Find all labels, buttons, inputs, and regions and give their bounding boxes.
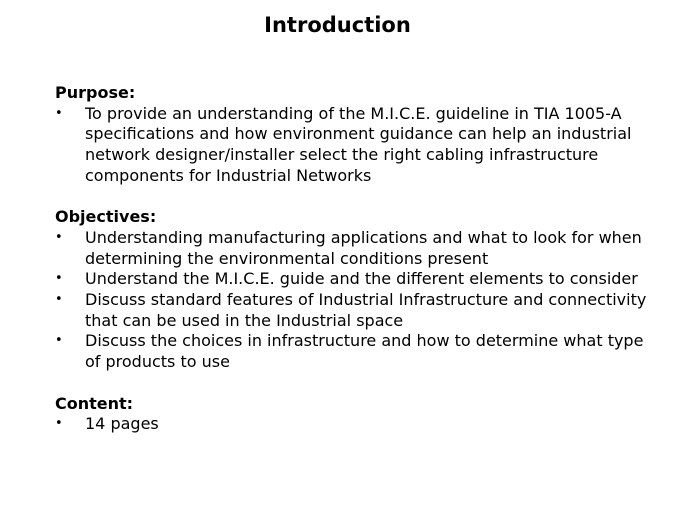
slide-title: Introduction xyxy=(264,13,411,37)
purpose-text: To provide an understanding of the M.I.C.E. guideline in TIA 1005-A specifications and how environment guidance can help an industrial network designer/installer select the right cabling infrastructure components for Industrial Networks xyxy=(85,103,632,185)
list-item xyxy=(55,104,655,187)
bullet-icon: • xyxy=(55,416,63,432)
list-item xyxy=(55,290,655,331)
section-spacer xyxy=(55,187,655,208)
list-item xyxy=(55,331,655,372)
content-list xyxy=(55,414,655,435)
section-spacer xyxy=(55,373,655,394)
objective-text: Discuss the choices in infrastructure and how to determine what type of products to use xyxy=(85,331,644,372)
content-text: 14 pages xyxy=(85,414,159,434)
purpose-heading: Purpose: xyxy=(55,83,136,102)
list-item xyxy=(55,269,655,290)
objective-text: Understand the M.I.C.E. guide and the different elements to consider xyxy=(85,269,638,289)
bullet-icon: • xyxy=(55,105,63,121)
purpose-list xyxy=(55,104,655,187)
bullet-icon: • xyxy=(55,333,63,349)
bullet-icon: • xyxy=(55,229,63,245)
content-heading: Content: xyxy=(55,393,134,413)
bullet-icon: • xyxy=(55,271,63,287)
list-item xyxy=(55,228,655,269)
bullet-icon: • xyxy=(55,292,63,308)
objectives-heading: Objectives: xyxy=(55,207,157,227)
slide-body xyxy=(55,83,655,435)
objective-text: Understanding manufacturing applications and what to look for when determining the environmental conditions present xyxy=(85,227,642,268)
objectives-list xyxy=(55,228,655,373)
objective-text: Discuss standard features of Industrial Infrastructure and connectivity that can be used in the Industrial space xyxy=(85,290,647,330)
list-item xyxy=(55,414,655,435)
